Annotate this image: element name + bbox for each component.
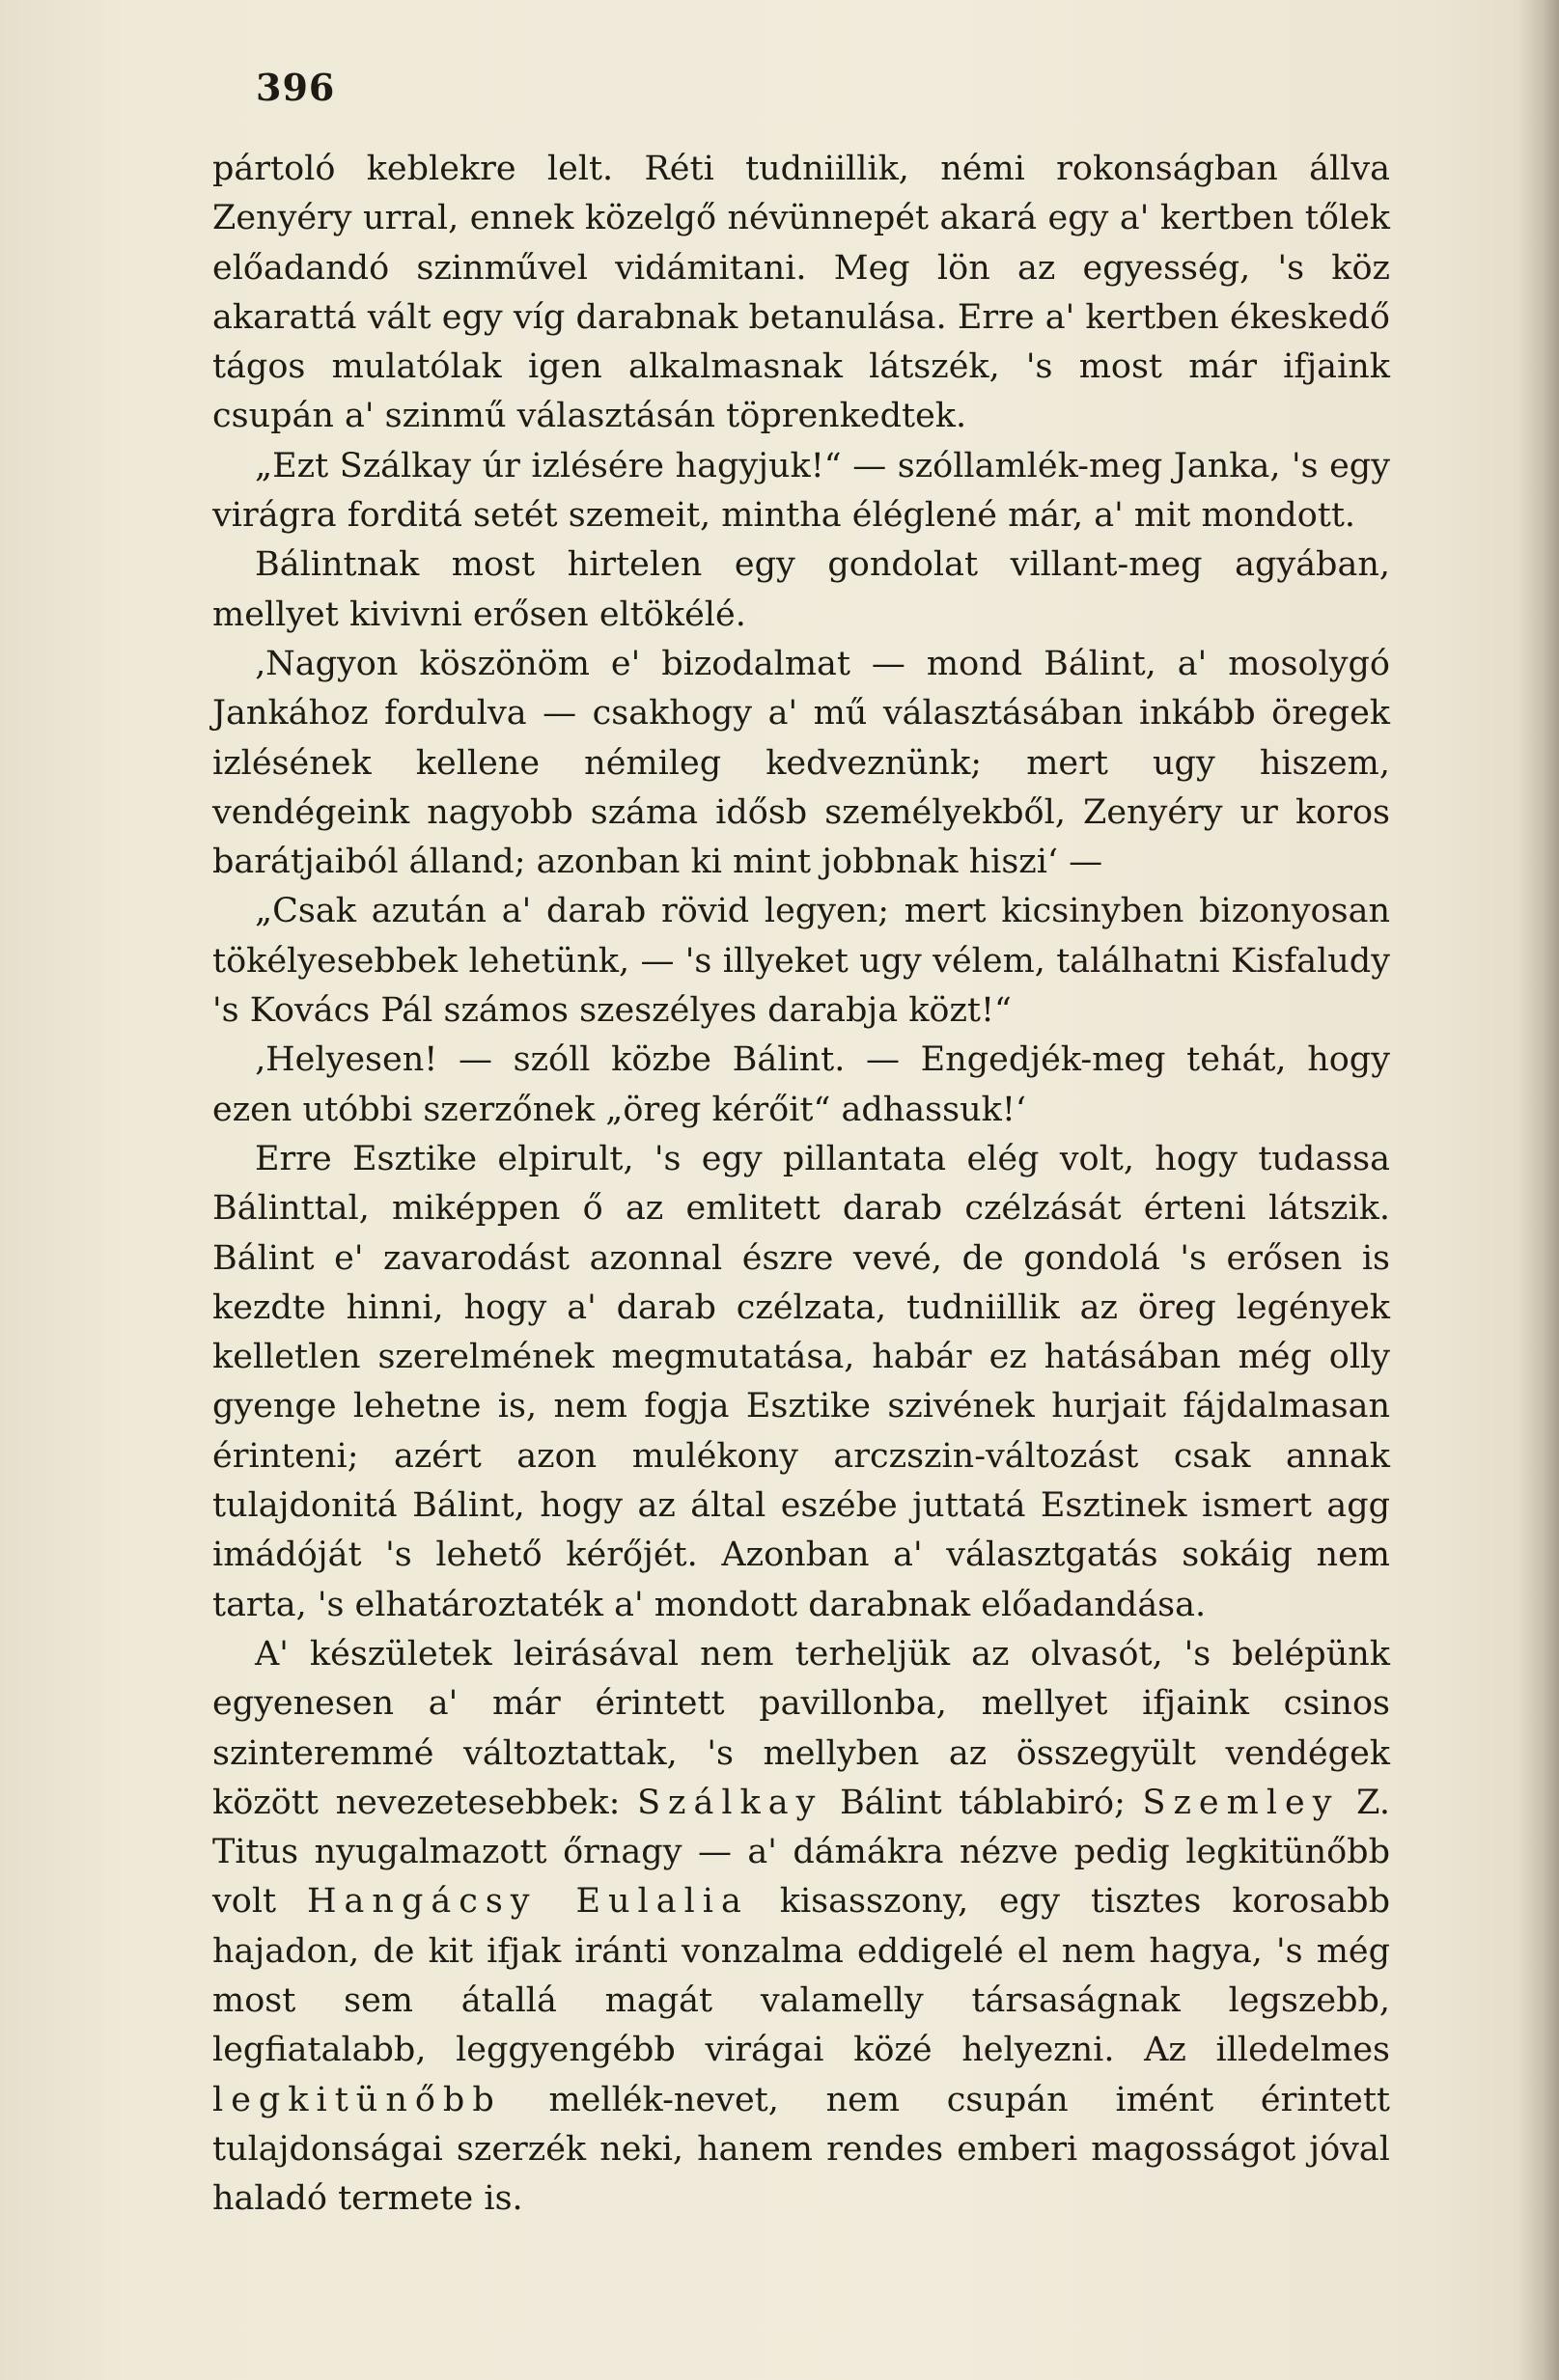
paragraph: [212, 540, 1390, 640]
text-run: „Ezt Szálkay úr izlésére hagyjuk!“ — szóllamlék-meg Janka, 's egy virágra forditá setét szemeit, mintha éléglené már, a' mit mondott.: [212, 446, 1390, 536]
text-run: mellék-nevet, nem csupán imént érintett tulajdonságai szerzék neki, hanem rendes emberi magosságot jóval haladó termete is.: [212, 2080, 1390, 2219]
spaced-name: legkitünőbb: [212, 2080, 502, 2119]
text-run: ‚Helyesen! — szóll közbe Bálint. — Engedjék-meg tehát, hogy ezen utóbbi szerzőnek „öreg kérőit“ adhassuk!‘: [212, 1040, 1390, 1129]
body-text: [212, 145, 1390, 2224]
text-run: Bálint táblabiró;: [822, 1783, 1143, 1822]
paragraph: [212, 640, 1390, 887]
spaced-name: Szemley: [1142, 1783, 1340, 1822]
paragraph: [212, 1135, 1390, 1630]
page-gutter-shadow: [1518, 0, 1559, 2380]
text-run: Z. Titus nyugalmazott őrnagy — a' dámákra nézve pedig legkitünőbb volt: [212, 1783, 1390, 1922]
paragraph: [212, 442, 1390, 541]
text-run: Erre Esztike elpirult, 's egy pillantata elég volt, hogy tudassa Bálinttal, miképpen ő az emlitett darab czélzását érteni látszik. Bálint e' zavarodást azonnal észre vevé, de gondolá 's erősen is kezdte hinni, hogy a' darab czélzata, tudniillik az öreg legények kelletlen szerelmének megmutatása, habár ez hatásában még olly gyenge lehetne is, nem fogja Esztike szivének hurjait fájdalmasan érinteni; azért azon mulékony arczszin-változást csak annak tulajdonitá Bálint, hogy az által eszébe juttatá Esztinek ismert agg imádóját 's lehető kérőjét. Azonban a' választgatás sokáig nem tarta, 's elhatároztaték a' mondott darabnak előadandása.: [212, 1139, 1390, 1624]
spaced-name: Hangácsy Eulalia: [307, 1882, 749, 1922]
paragraph: [212, 887, 1390, 1036]
paragraph: [212, 1630, 1390, 2225]
paragraph: [212, 145, 1390, 442]
spaced-name: Szálkay: [637, 1783, 823, 1822]
text-run: ‚Nagyon köszönöm e' bizodalmat — mond Bálint, a' mosolygó Jankához fordulva — csakhogy a' mű választásában inkább öregek izlésének kellene némileg kedveznünk; mert ugy hiszem, vendégeink nagyobb száma idősb személyekből, Zenyéry ur koros barátjaiból álland; azonban ki mint jobbnak hiszi‘ —: [212, 644, 1390, 882]
text-run: pártoló keblekre lelt. Réti tudniillik, némi rokonságban állva Zenyéry urral, ennek közelgő névünnepét akará egy a' kertben tőlek előadandó szinművel vidámitani. Meg lön az egyesség, 's köz akarattá vált egy víg darabnak betanulása. Erre a' kertben ékeskedő tágos mulatólak igen alkalmasnak látszék, 's most már ifjaink csupán a' szinmű választásán töprenkedtek.: [212, 150, 1390, 436]
text-run: kisasszony, egy tisztes korosabb hajadon, de kit ifjak iránti vonzalma eddigelé el nem hagya, 's még most sem átallá magát valamelly társaságnak legszebb, legfiatalabb, leggyengébb virágai közé helyezni. Az illedelmes: [212, 1882, 1390, 2070]
page-number: 396: [256, 66, 336, 109]
text-run: A' készületek leirásával nem terheljük az olvasót, 's belépünk egyenesen a' már érintett pavillonba, mellyet ifjaink csinos szinteremmé változtattak, 's mellyben az összegyült vendégek között nevezetesebbek:: [212, 1634, 1390, 1822]
text-run: „Csak azután a' darab rövid legyen; mert kicsinyben bizonyosan tökélyesebbek lehetünk, — 's illyeket ugy vélem, találhatni Kisfaludy 's Kovács Pál számos szeszélyes darabja közt!“: [212, 892, 1390, 1031]
paragraph: [212, 1036, 1390, 1135]
text-run: Bálintnak most hirtelen egy gondolat villant-meg agyában, mellyet kivivni erősen eltökélé.: [212, 545, 1390, 634]
